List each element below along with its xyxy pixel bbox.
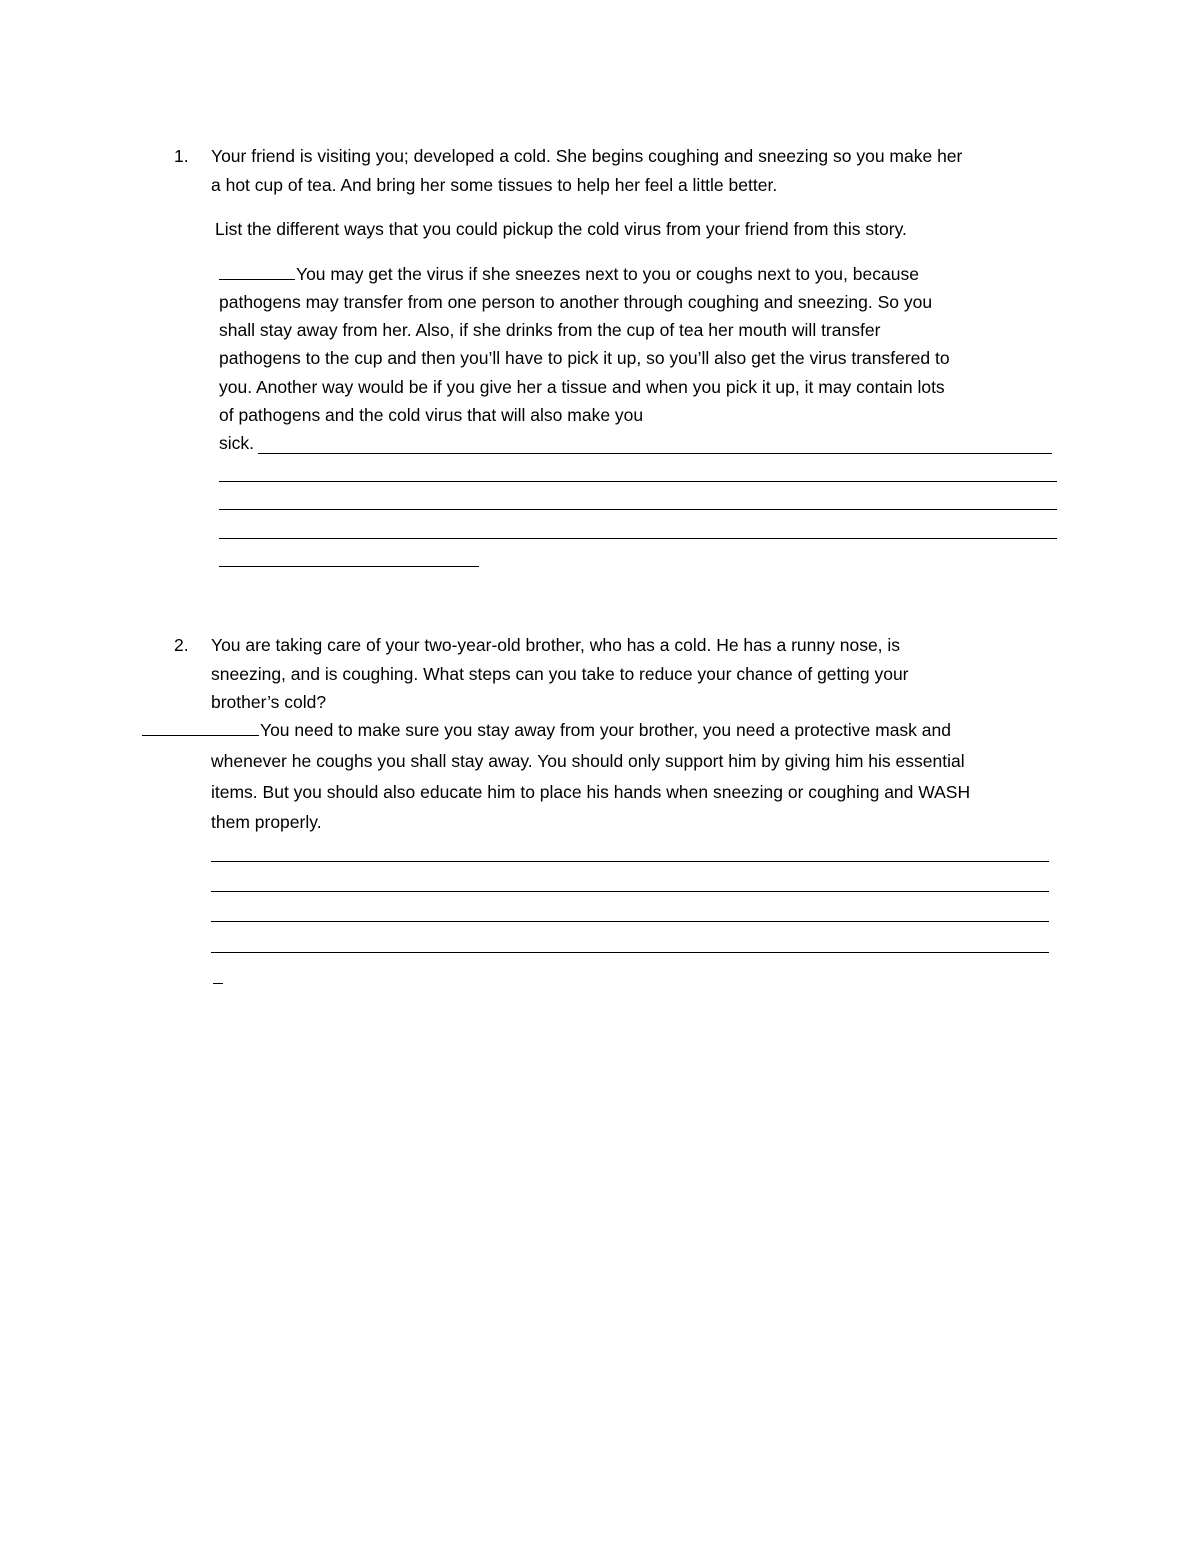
answer-blank xyxy=(142,719,259,736)
writing-line xyxy=(219,538,1057,539)
question-2-answer-line-3: items. But you should also educate him to place his hands when sneezing or coughing and WASH xyxy=(211,782,971,802)
question-1-number: 1. xyxy=(174,146,189,166)
question-2-number: 2. xyxy=(174,635,189,655)
question-2-answer-line-1 xyxy=(142,716,951,745)
question-2-answer-line-4: them properly. xyxy=(211,812,322,832)
writing-line xyxy=(219,481,1057,482)
question-2-answer-text-1: You need to make sure you stay away from your brother, you need a protective mask and xyxy=(260,720,951,740)
question-1-answer-line-5: you. Another way would be if you give her a tissue and when you pick it up, it may contain lots xyxy=(219,377,945,397)
writing-line xyxy=(213,983,223,984)
writing-line xyxy=(219,509,1057,510)
writing-line xyxy=(219,566,479,567)
question-1-answer-line-6: of pathogens and the cold virus that will also make you xyxy=(219,405,644,425)
question-1-answer-line-4: pathogens to the cup and then you’ll have to pick it up, so you’ll also get the virus transfered to xyxy=(219,348,950,368)
writing-line xyxy=(211,952,1049,953)
question-2-prompt-line-2: sneezing, and is coughing. What steps can you take to reduce your chance of getting your xyxy=(211,664,909,684)
question-1-answer-line-2: pathogens may transfer from one person to another through coughing and sneezing. So you xyxy=(219,292,933,312)
writing-line xyxy=(211,861,1049,862)
question-1-answer-line-7: sick. xyxy=(219,433,254,453)
question-2-answer-line-2: whenever he coughs you shall stay away. You should only support him by giving him his essential xyxy=(211,751,965,771)
question-2-prompt-line-1: You are taking care of your two-year-old brother, who has a cold. He has a runny nose, is xyxy=(211,635,901,655)
question-1-prompt-line-1: Your friend is visiting you; developed a cold. She begins coughing and sneezing so you make her xyxy=(211,146,963,166)
writing-line xyxy=(211,891,1049,892)
question-2-prompt-line-3: brother’s cold? xyxy=(211,692,327,712)
question-1-instruction: List the different ways that you could pickup the cold virus from your friend from this story. xyxy=(215,219,907,239)
question-1-answer-line-3: shall stay away from her. Also, if she drinks from the cup of tea her mouth will transfer xyxy=(219,320,881,340)
writing-line xyxy=(258,453,1052,454)
question-1-prompt-line-2: a hot cup of tea. And bring her some tissues to help her feel a little better. xyxy=(211,175,778,195)
writing-line xyxy=(211,921,1049,922)
answer-blank xyxy=(219,263,295,280)
question-1-answer-text-1: You may get the virus if she sneezes next to you or coughs next to you, because xyxy=(296,264,919,284)
question-1-answer-line-1 xyxy=(219,260,919,289)
